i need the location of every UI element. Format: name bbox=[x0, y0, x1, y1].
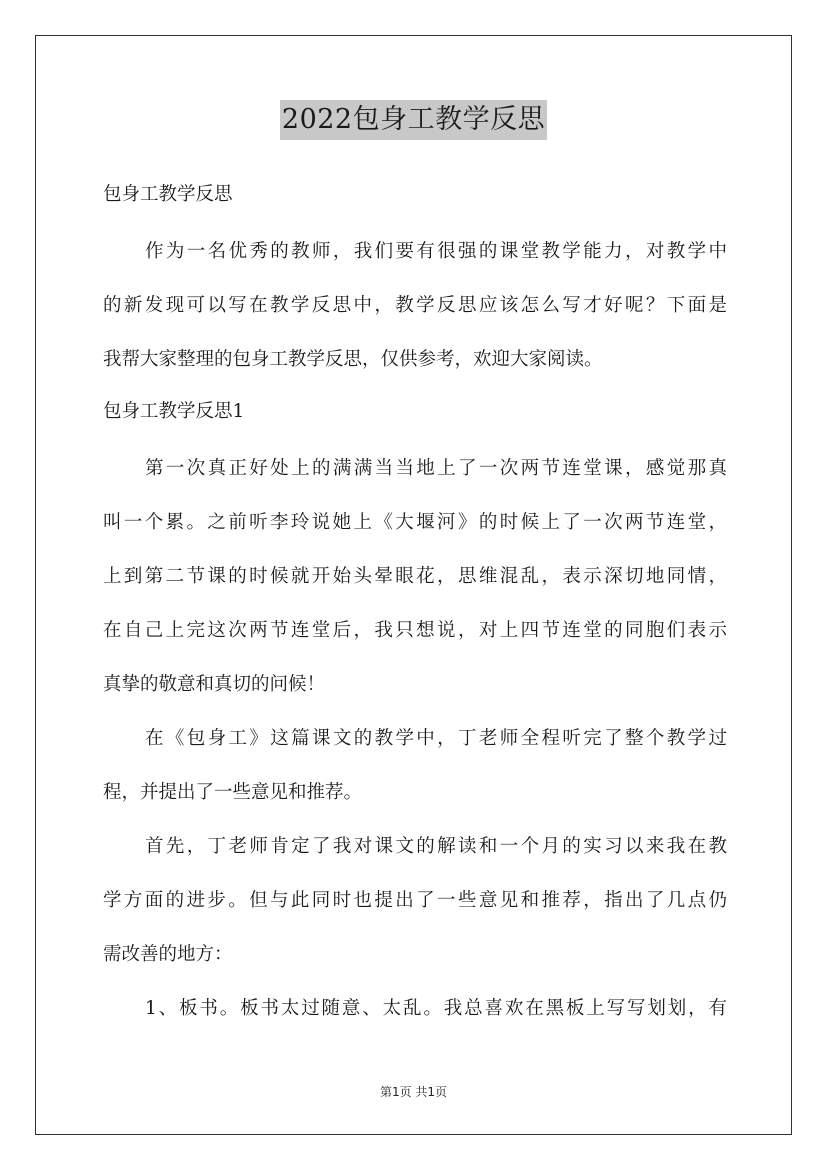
paragraph-line: 叫一个累。之前听李玲说她上《大堰河》的时候上了一次两节连堂， bbox=[103, 512, 727, 533]
paragraph-line: 真挚的敬意和真切的问候！ bbox=[103, 674, 326, 695]
document-body bbox=[103, 170, 727, 1036]
paragraph-line: 学方面的进步。但与此同时也提出了一些意见和推荐，指出了几点仍 bbox=[103, 890, 727, 911]
paragraph-line: 在自己上完这次两节连堂后，我只想说，对上四节连堂的同胞们表示 bbox=[103, 620, 727, 641]
paragraph-line: 程，并提出了一些意见和推荐。 bbox=[103, 782, 363, 803]
paragraph-line: 作为一名优秀的教师，我们要有很强的课堂教学能力，对教学中 bbox=[145, 241, 727, 262]
section-heading: 包身工教学反思 bbox=[103, 184, 233, 205]
page-footer: 第1页 共1页 bbox=[379, 1085, 448, 1099]
paragraph-line: 的新发现可以写在教学反思中，教学反思应该怎么写才好呢？下面是 bbox=[103, 295, 727, 316]
paragraph-line: 上到第二节课的时候就开始头晕眼花，思维混乱，表示深切地同情， bbox=[103, 566, 727, 587]
paragraph-line: 我帮大家整理的包身工教学反思，仅供参考，欢迎大家阅读。 bbox=[103, 349, 603, 370]
section-heading: 包身工教学反思1 bbox=[103, 401, 245, 422]
paragraph-line: 第一次真正好处上的满满当当地上了一次两节连堂课，感觉那真 bbox=[145, 458, 727, 479]
paragraph-line: 需改善的地方： bbox=[103, 944, 233, 965]
document-title: 2022包身工教学反思 bbox=[280, 100, 547, 140]
paragraph-line: 在《包身工》这篇课文的教学中，丁老师全程听完了整个教学过 bbox=[145, 728, 727, 749]
paragraph-line: 1、板书。板书太过随意、太乱。我总喜欢在黑板上写写划划，有 bbox=[145, 998, 727, 1019]
title-container bbox=[0, 100, 827, 140]
paragraph-line: 首先，丁老师肯定了我对课文的解读和一个月的实习以来我在教 bbox=[145, 836, 727, 857]
